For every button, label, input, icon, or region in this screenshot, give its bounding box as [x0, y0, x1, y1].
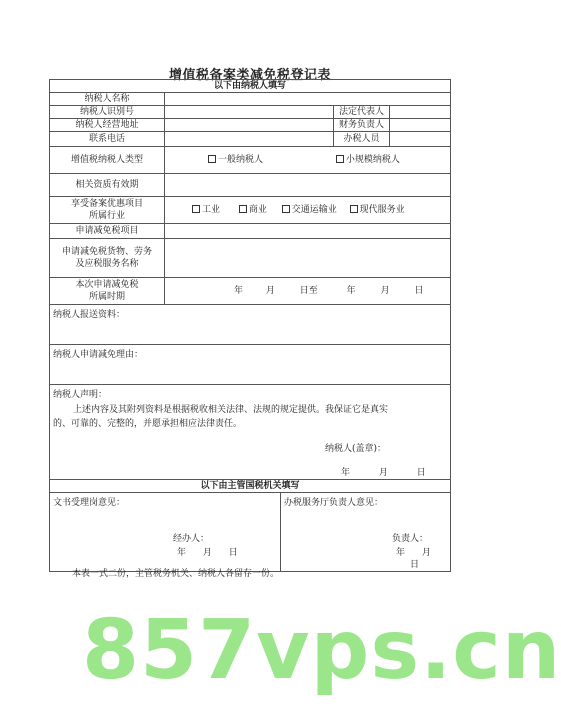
label-phone: 联系电话: [50, 132, 165, 147]
field-finance-head[interactable]: [390, 119, 451, 132]
checkbox-icon: [336, 155, 344, 163]
declaration-date[interactable]: 年 月 日: [341, 468, 426, 478]
registration-form-table: [49, 79, 451, 572]
declaration-block: 纳税人声明： 上述内容及其附列资料是根据税收相关法律、法规的规定提供。我保证它是真实 的、可靠的、完整的，并愿承担相应法律责任。 纳税人(盖章)： 年 月 日: [50, 385, 451, 480]
label-taxpayer-id: 纳税人识别号: [50, 106, 165, 119]
handler-date: 年 月 日: [177, 548, 238, 558]
field-tax-clerk[interactable]: [390, 132, 451, 147]
field-tax-item[interactable]: [165, 224, 451, 239]
field-business-address[interactable]: [165, 119, 334, 132]
label-vat-type: 增值税纳税人类型: [50, 147, 165, 174]
declaration-text: 上述内容及其附列资料是根据税收相关法律、法规的规定提供。我保证它是真实: [73, 405, 389, 415]
label-qualification-validity: 相关资质有效期: [50, 174, 165, 197]
field-taxpayer-name[interactable]: [165, 93, 451, 106]
checkbox-icon: [239, 205, 247, 213]
option-small-taxpayer[interactable]: 小规模纳税人: [336, 154, 400, 166]
declaration-label: 纳税人声明：: [53, 390, 108, 400]
field-reason[interactable]: 纳税人申请减免理由：: [50, 345, 451, 385]
declaration-seal[interactable]: 纳税人(盖章)：: [325, 444, 387, 454]
option-modern-service[interactable]: 现代服务业: [350, 204, 405, 216]
footnote: 本表一式二份，主管税务机关、纳税人各留存一份。: [72, 569, 280, 579]
watermark: 857vps.cn: [82, 603, 561, 698]
field-legal-rep[interactable]: [390, 106, 451, 119]
handler-signature: 经办人：: [173, 534, 210, 544]
checkbox-icon: [192, 205, 200, 213]
option-commerce[interactable]: 商业: [239, 204, 267, 216]
doc-review-opinion[interactable]: 文书受理岗意见： 经办人： 年 月 日: [50, 493, 281, 572]
field-period[interactable]: 年 月 日至 年 月 日: [165, 278, 451, 305]
label-period: 本次申请减免税 所属时期: [50, 278, 165, 305]
label-taxpayer-name: 纳税人名称: [50, 93, 165, 106]
checkbox-icon: [282, 205, 290, 213]
checkbox-icon: [350, 205, 358, 213]
label-goods-services: 申请减免税货物、劳务 及应税服务名称: [50, 239, 165, 278]
field-goods-services[interactable]: [165, 239, 451, 278]
field-phone[interactable]: [165, 132, 334, 147]
label-legal-rep: 法定代表人: [334, 106, 390, 119]
label-tax-item: 申请减免税项目: [50, 224, 165, 239]
field-materials[interactable]: 纳税人报送资料：: [50, 305, 451, 345]
section-header-taxpayer: 以下由纳税人填写: [50, 80, 451, 93]
checkbox-icon: [208, 155, 216, 163]
head-signature: 负责人：: [392, 534, 429, 544]
field-industry: [165, 197, 451, 224]
form-title: 增值税备案类减免税登记表: [168, 68, 331, 83]
head-date: 年 月 日: [396, 548, 431, 570]
field-taxpayer-id[interactable]: [165, 106, 334, 119]
label-tax-clerk: 办税人员: [334, 132, 390, 147]
option-general-taxpayer[interactable]: 一般纳税人: [208, 154, 263, 166]
field-qualification-validity[interactable]: [165, 174, 451, 197]
option-transport[interactable]: 交通运输业: [282, 204, 337, 216]
field-vat-type: [165, 147, 451, 174]
label-finance-head: 财务负责人: [334, 119, 390, 132]
label-business-address: 纳税人经营地址: [50, 119, 165, 132]
label-industry: 享受备案优惠项目 所属行业: [50, 197, 165, 224]
section-header-tax-office: 以下由主管国税机关填写: [50, 480, 451, 493]
hall-head-opinion[interactable]: 办税服务厅负责人意见： 负责人： 年 月 日: [281, 493, 451, 572]
option-industry[interactable]: 工业: [192, 204, 220, 216]
